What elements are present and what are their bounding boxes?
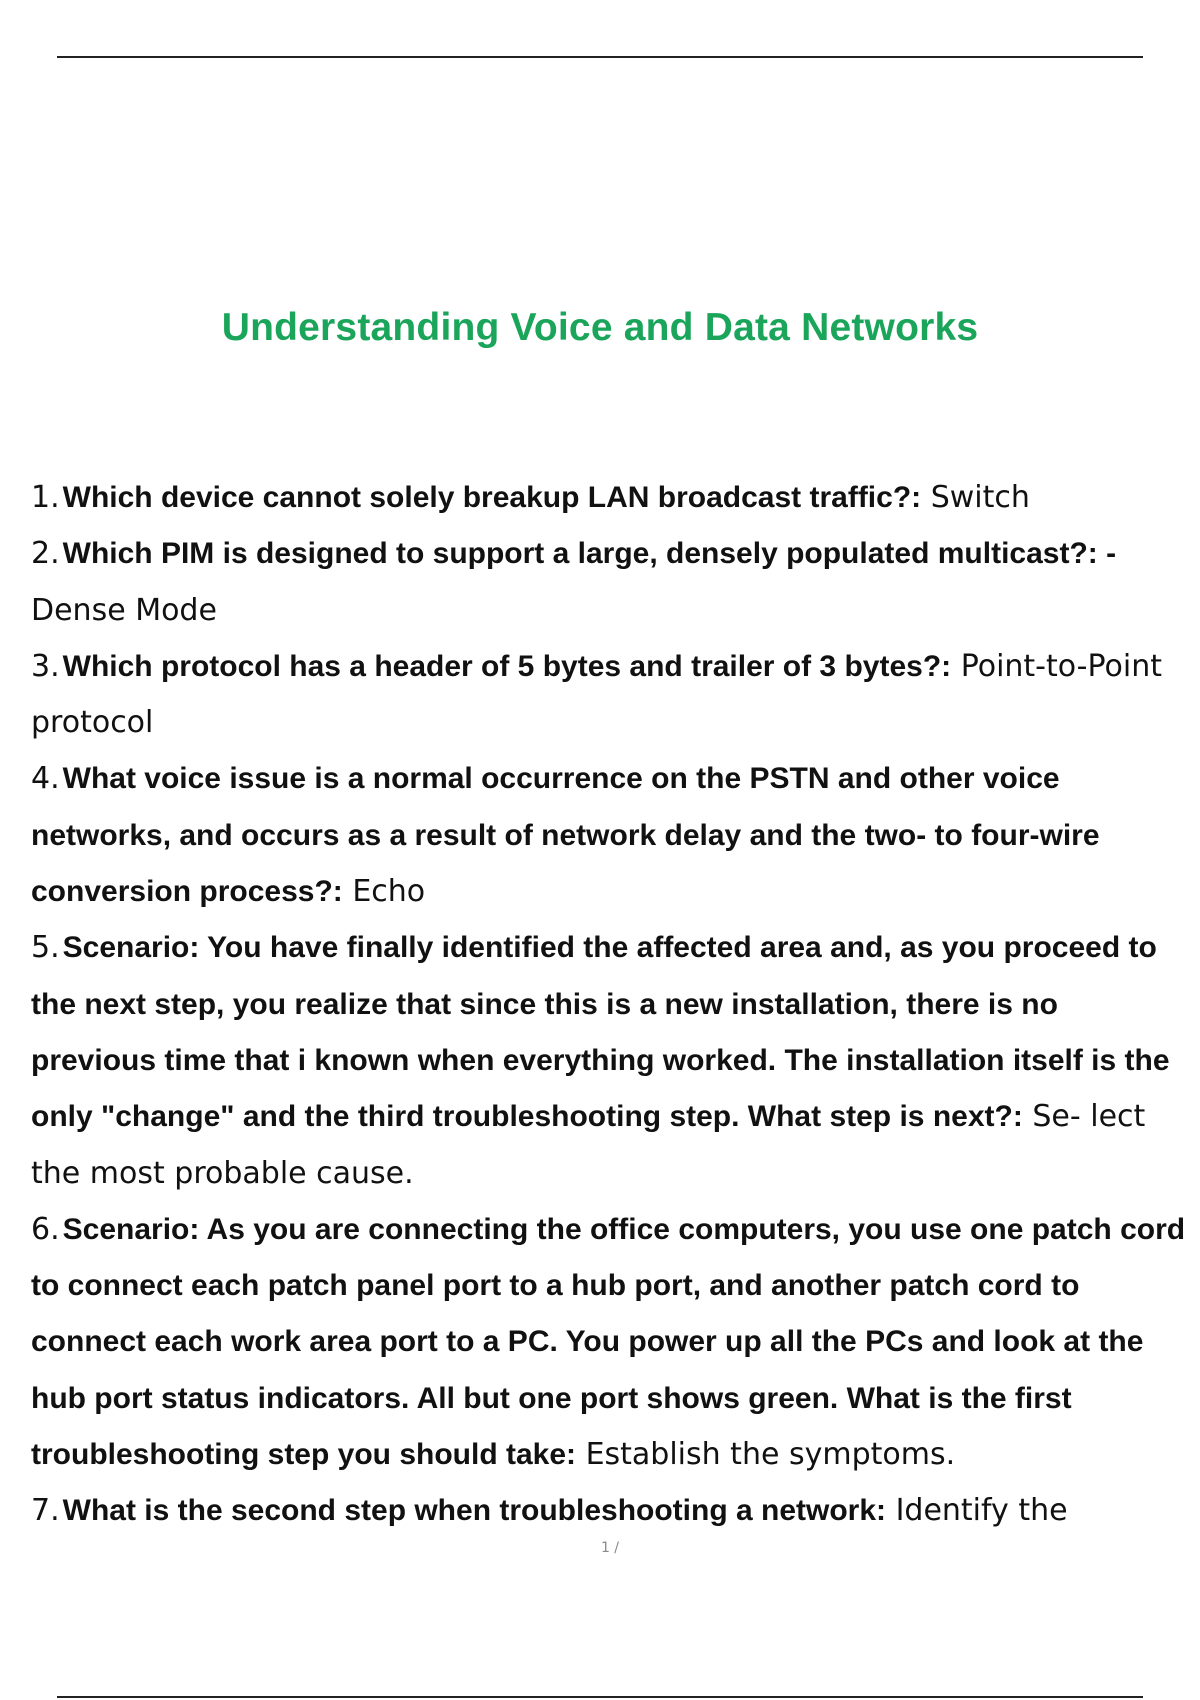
question-item [31, 526, 1191, 639]
answer-text: Dense Mode [31, 592, 217, 628]
question-text: Which device cannot solely breakup LAN broadcast traffic?: [62, 481, 922, 514]
question-item [31, 639, 1191, 752]
question-text: What voice issue is a normal occurrence on the PSTN and other voice networks, and occurs as a result of network delay and the two- to four-wire conversion process?: [31, 762, 1100, 909]
top-rule [57, 56, 1143, 58]
question-text: Which protocol has a header of 5 bytes and trailer of 3 bytes?: [62, 649, 952, 683]
question-number: 2. [31, 536, 60, 572]
question-number: 1. [31, 480, 60, 515]
answer-text: Identify the [895, 1493, 1068, 1529]
question-text: What is the second step when troubleshooting a network: [62, 1494, 887, 1528]
page-number: 1 / [600, 1540, 620, 1556]
page-title: Understanding Voice and Data Networks [221, 306, 979, 350]
answer-text: Switch [930, 480, 1030, 515]
question-item [31, 470, 1191, 526]
answer-text: Point-to-Point protocol [31, 648, 1162, 741]
question-list [31, 470, 1191, 1540]
bottom-rule [57, 1696, 1143, 1698]
question-text: Scenario: You have finally identified the affected area and, as you proceed to the next step, you realize that since this is a new installation, there is no previous time that i known when everything worked. The installation itself is the only "change" and the third troubleshooting step. What step is next?: [31, 931, 1170, 1134]
question-number: 4. [31, 761, 60, 797]
question-item [31, 751, 1191, 920]
question-number: 5. [31, 930, 60, 966]
question-item [31, 1202, 1191, 1483]
question-item [31, 920, 1191, 1201]
question-item [31, 1483, 1191, 1539]
question-number: 3. [31, 648, 60, 684]
question-number: 7. [31, 1493, 60, 1529]
answer-text: Establish the symptoms. [585, 1437, 956, 1473]
question-number: 6. [31, 1211, 60, 1247]
question-text: Scenario: As you are connecting the office computers, you use one patch cord to connect each patch panel port to a hub port, and another patch cord to connect each work area port to a PC. You power up all the PCs and look at the hub port status indicators. All but one port shows green. What is the first troubleshooting step you should take: [31, 1212, 1186, 1472]
answer-text: Se- lect the most probable cause. [31, 1099, 1146, 1191]
answer-text: Echo [352, 874, 426, 910]
question-text: Which PIM is designed to support a large, densely populated multicast?: - [62, 537, 1117, 571]
